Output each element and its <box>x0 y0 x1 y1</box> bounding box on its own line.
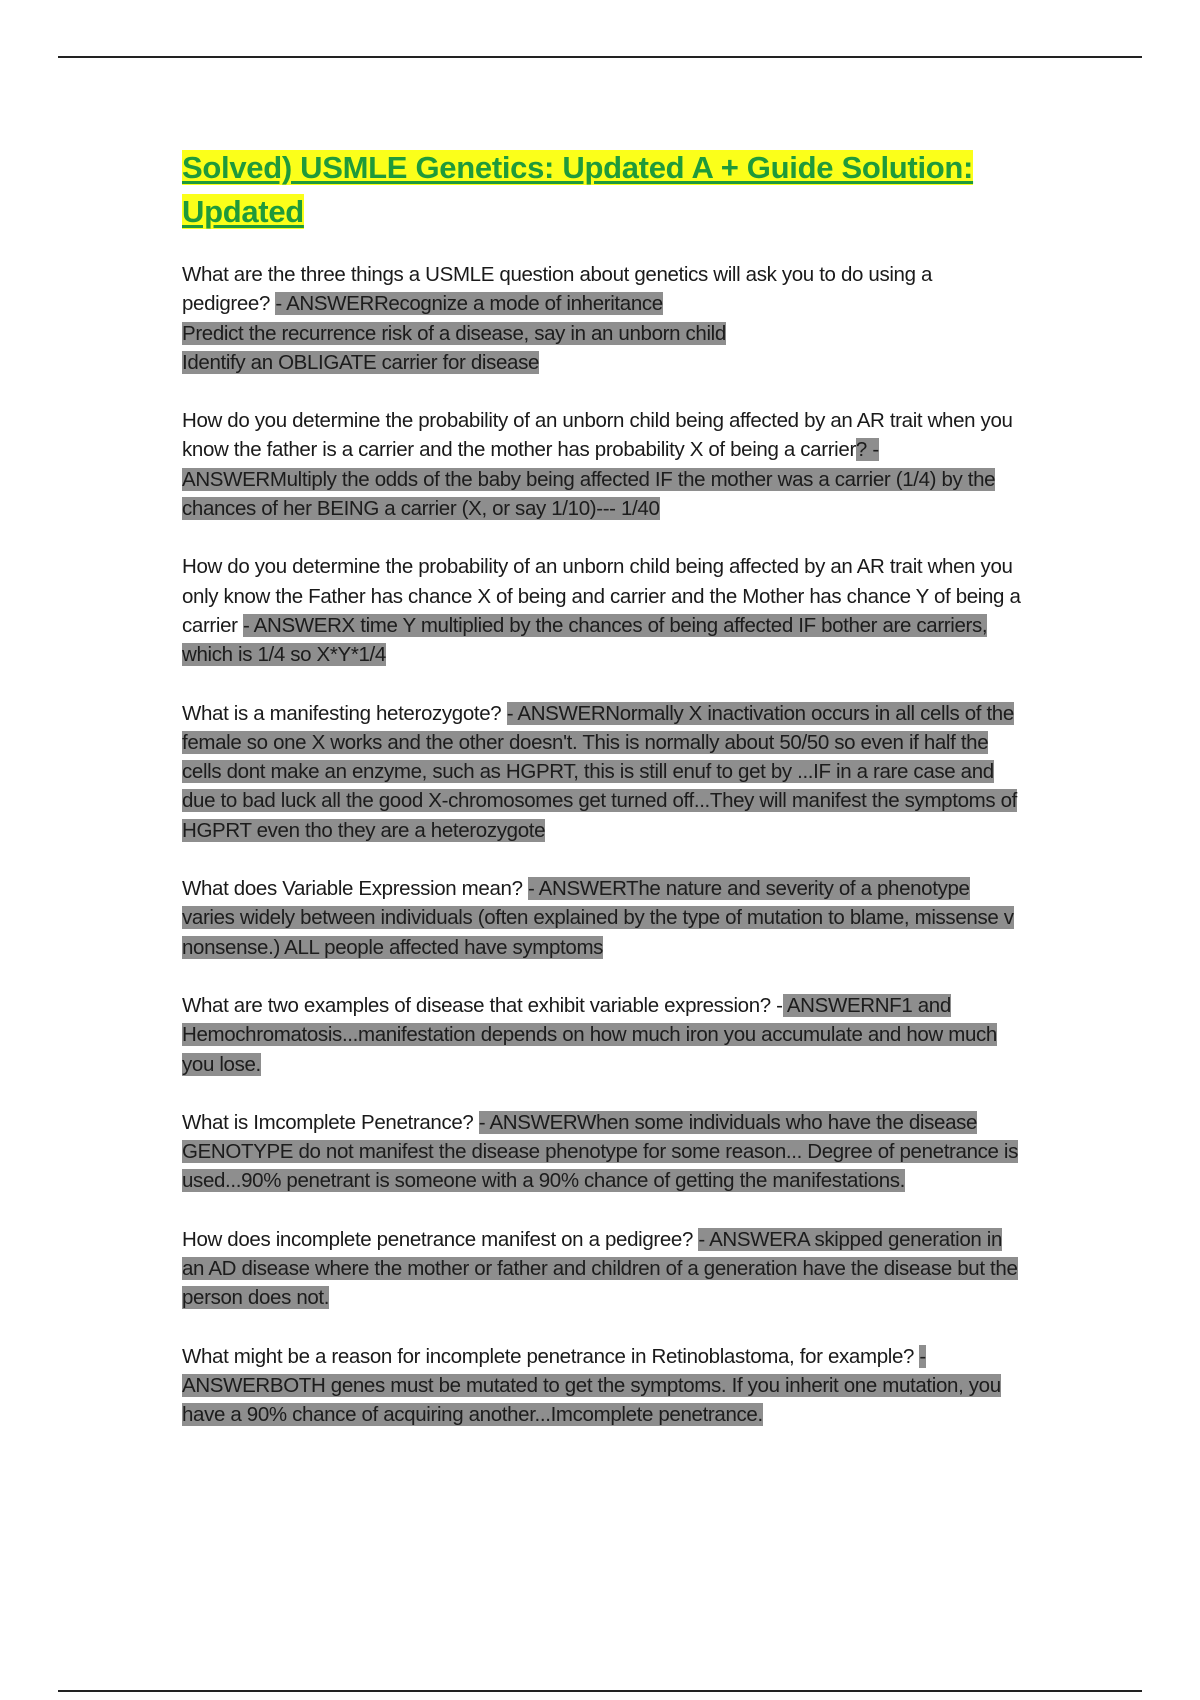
qa-item <box>182 1108 1024 1196</box>
answer-text: - ANSWERA skipped generation in an AD disease where the mother or father and children of a generation have the disease but the person does not. <box>182 1227 1018 1310</box>
question-text: What are two examples of disease that exhibit variable expression? - <box>182 993 783 1017</box>
qa-item <box>182 552 1024 669</box>
answer-text: ? - ANSWERMultiply the odds of the baby being affected IF the mother was a carrier (1/4) by the chances of her BEING a carrier (X, or say 1/10)--- 1/40 <box>182 438 996 521</box>
question-text: How do you determine the probability of an unborn child being affected by an AR trait when you only know the Father has chance X of being and carrier and the Mother has chance Y of being a carrier <box>182 555 1021 637</box>
qa-item <box>182 699 1024 845</box>
answer-text: - ANSWERBOTH genes must be mutated to get the symptoms. If you inherit one mutation, you have a 90% chance of acquiring another...Imcomplete penetrance. <box>182 1344 1001 1427</box>
question-text: What does Variable Expression mean? <box>182 877 528 901</box>
bottom-rule <box>58 1690 1142 1692</box>
qa-item <box>182 1342 1024 1430</box>
question-text: What are the three things a USMLE question about genetics will ask you to do using a pedigree? <box>182 263 933 316</box>
qa-item <box>182 260 1024 377</box>
question-text: What is a manifesting heterozygote? <box>182 701 507 725</box>
answer-text: ANSWERNF1 and Hemochromatosis...manifestation depends on how much iron you accumulate and how much you lose. <box>182 993 997 1076</box>
answer-text: - ANSWERWhen some individuals who have the disease GENOTYPE do not manifest the disease phenotype for some reason... Degree of penetrance is used...90% penetrant is someone with a 90% chance of getting the manifestations. <box>182 1110 1019 1193</box>
question-text: What might be a reason for incomplete penetrance in Retinoblastoma, for example? <box>182 1344 920 1368</box>
answer-text: - ANSWERRecognize a mode of inheritance Predict the recurrence risk of a disease, say in an unborn child Identify an OBLIGATE carrier for disease <box>182 292 726 374</box>
qa-item <box>182 874 1024 962</box>
question-text: How does incomplete penetrance manifest on a pedigree? <box>182 1227 699 1251</box>
answer-text: - ANSWERNormally X inactivation occurs in all cells of the female so one X works and the other doesn't. This is normally about 50/50 so even if half the cells dont make an enzyme, such as HGPRT, this is still enuf to get by ...IF in a rare case and due to bad luck all the good X-chromosomes get turned off...They will manifest the symptoms of HGPRT even tho they are a heterozygote <box>182 701 1017 842</box>
answer-text: - ANSWERX time Y multiplied by the chances of being affected IF bother are carriers, which is 1/4 so X*Y*1/4 <box>182 613 988 667</box>
question-text: What is Imcomplete Penetrance? <box>182 1110 479 1134</box>
answer-text: - ANSWERThe nature and severity of a phenotype varies widely between individuals (often explained by the type of mutation to blame, missense v nonsense.) ALL people affected have symptoms <box>182 877 1014 959</box>
qa-item <box>182 1225 1024 1313</box>
document-body <box>182 146 1024 1459</box>
qa-item <box>182 991 1024 1079</box>
qa-item <box>182 406 1024 523</box>
top-rule <box>58 56 1142 58</box>
document-title: Solved) USMLE Genetics: Updated A + Guide Solution: Updated <box>182 150 974 229</box>
question-text: How do you determine the probability of an unborn child being affected by an AR trait when you know the father is a carrier and the mother has probability X of being a carrier <box>182 409 1013 462</box>
